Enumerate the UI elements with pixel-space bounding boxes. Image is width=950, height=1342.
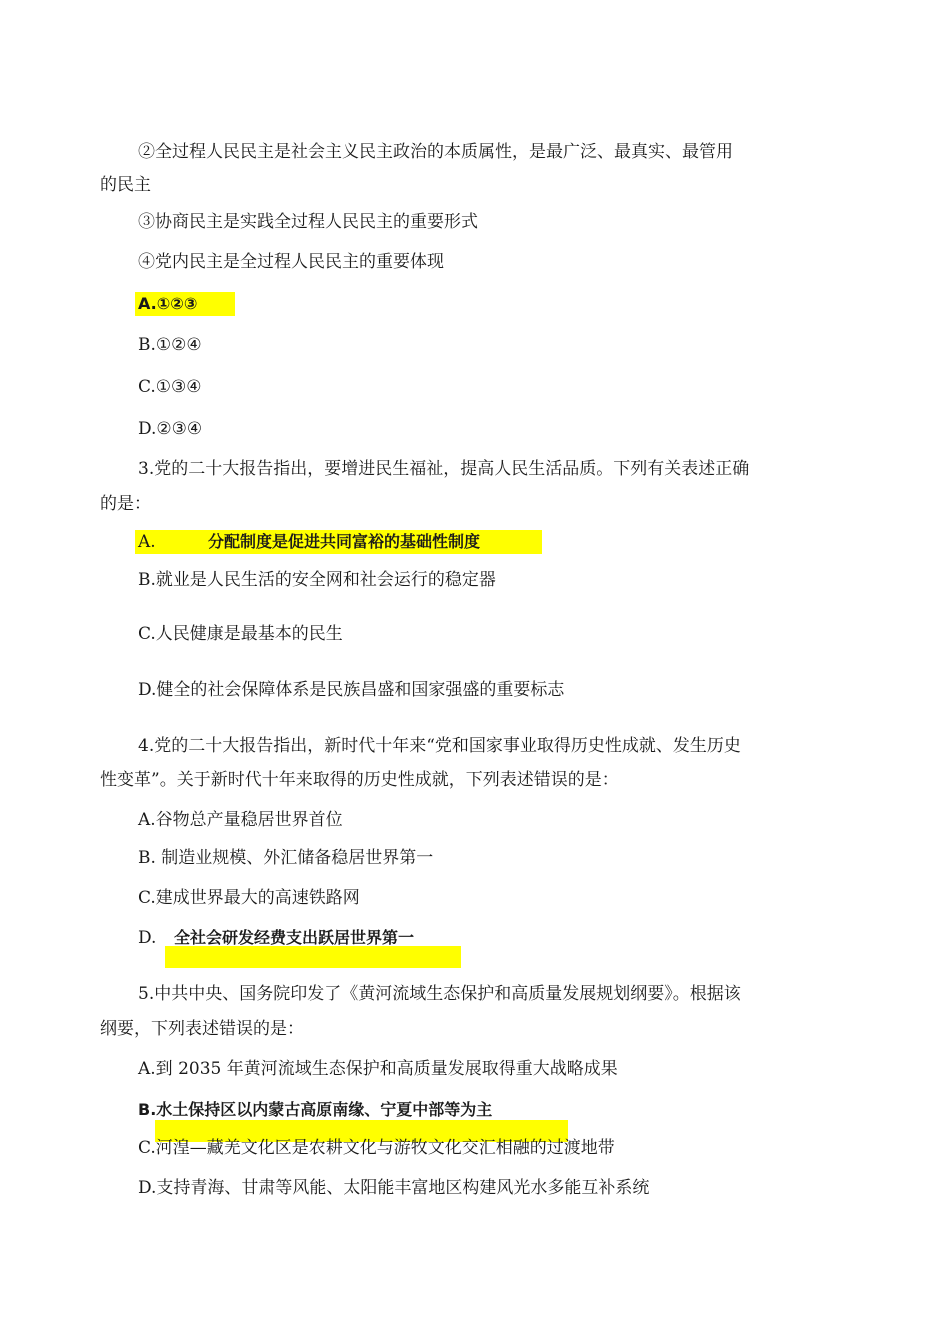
choice-d-q3: D.健全的社会保障体系是民族昌盛和国家强盛的重要标志 [138,680,565,700]
choice-a-q2: A.①②③ [138,294,198,313]
choice-b-q2: B.①②④ [138,335,202,355]
question-5: 5.中共中央、国务院印发了《黄河流域生态保护和高质量发展规划纲要》。根据该 [138,984,741,1004]
choice-a-q4: A.谷物总产量稳居世界首位 [138,810,343,830]
choice-a-q3-label: A. [138,532,156,552]
choice-c-q2: C.①③④ [138,377,202,397]
question-3-cont: 的是： [100,494,151,514]
question-4: 4.党的二十大报告指出，新时代十年来“党和国家事业取得历史性成就、发生历史 [138,736,741,756]
choice-c-q4: C.建成世界最大的高速铁路网 [138,888,360,908]
choice-d-q4-label: D. [138,928,157,948]
choice-c-q5: C.河湟—藏羌文化区是农耕文化与游牧文化交汇相融的过渡地带 [138,1138,615,1158]
choice-b-q3: B.就业是人民生活的安全网和社会运行的稳定器 [138,570,496,590]
choice-d-q2: D.②③④ [138,419,203,439]
choice-c-q3: C.人民健康是最基本的民生 [138,624,343,644]
option-statement-2-cont: 的民主 [100,175,151,195]
choice-b-q5: B.水土保持区以内蒙古高原南缘、宁夏中部等为主 [138,1100,493,1119]
choice-b-q4: B. 制造业规模、外汇储备稳居世界第一 [138,848,434,868]
choice-a-q3-text: 分配制度是促进共同富裕的基础性制度 [208,532,481,551]
question-3: 3.党的二十大报告指出，要增进民生福祉，提高人民生活品质。下列有关表述正确 [138,459,750,479]
choice-d-q4-text: 全社会研发经费支出跃居世界第一 [174,928,415,947]
option-statement-2: ②全过程人民民主是社会主义民主政治的本质属性，是最广泛、最真实、最管用 [138,142,733,162]
question-4-cont: 性变革”。关于新时代十年来取得的历史性成就，下列表述错误的是： [100,770,619,790]
option-statement-4: ④党内民主是全过程人民民主的重要体现 [138,252,444,272]
option-statement-3: ③协商民主是实践全过程人民民主的重要形式 [138,212,478,232]
choice-d-q5: D.支持青海、甘肃等风能、太阳能丰富地区构建风光水多能互补系统 [138,1178,650,1198]
choice-a-q5: A.到 2035 年黄河流域生态保护和高质量发展取得重大战略成果 [138,1059,618,1079]
question-5-cont: 纲要，下列表述错误的是： [100,1019,304,1039]
